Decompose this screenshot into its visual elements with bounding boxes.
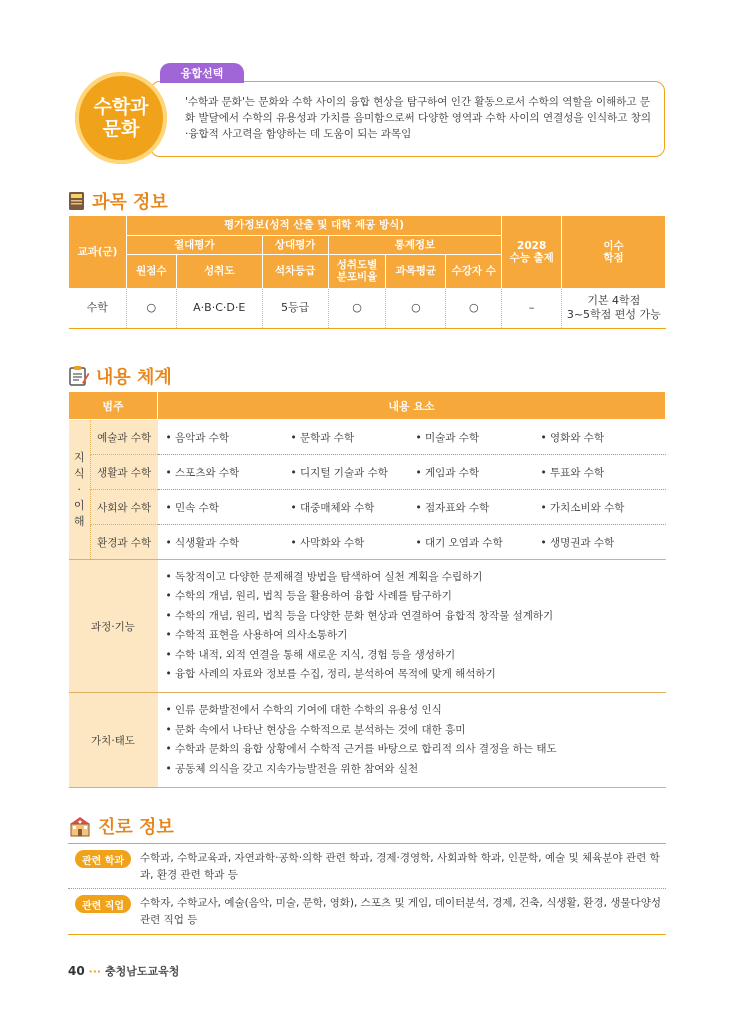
footer-separator: ··· <box>88 965 102 978</box>
header-rank: 석차등급 <box>262 254 328 288</box>
category-tag: 융합선택 <box>160 63 244 83</box>
related-jobs <box>75 895 666 929</box>
cell-students: ○ <box>446 288 502 328</box>
header-subject: 교과(군) <box>69 216 127 288</box>
knowledge-row <box>69 525 666 560</box>
divider <box>68 843 666 844</box>
values-items: • 인류 문화발전에서 수학의 기여에 대한 수학의 유용성 인식 • 문화 속에서 나타난 현상을 수학적으로 분석하는 것에 대한 흥미 • 수학과 문화의 융합 상황에서 수학적 근거를 바탕으로 합리적 의사 결정을 하는 태도 • 공동체 의식을 갖고 지속가능발전을 위한 참여와 실천 <box>158 693 666 788</box>
jobs-text: 수학자, 수학교사, 예술(음악, 미술, 문학, 영화), 스포츠 및 게임, 데이터분석, 경제, 건축, 식생활, 환경, 생물다양성 관련 직업 등 <box>140 897 661 926</box>
subcategory-label: 생활과 수학 <box>90 455 157 490</box>
cell-avg: ○ <box>386 288 446 328</box>
cell-credits: 기본 4학점 3~5학점 편성 가능 <box>562 288 666 328</box>
header-eval: 평가정보(성적 산출 및 대학 제공 방식) <box>126 216 501 235</box>
subject-title-line1: 수학과 <box>93 96 149 118</box>
cell-dist: ○ <box>328 288 386 328</box>
cell-csat: – <box>502 288 562 328</box>
subject-info-table <box>68 216 666 329</box>
process-row <box>69 560 666 693</box>
section-career <box>68 813 174 839</box>
page-number: 40 <box>68 964 85 978</box>
cell-rank: 5등급 <box>262 288 328 328</box>
majors-label: 관련 학과 <box>75 850 131 868</box>
divider <box>68 934 666 935</box>
list-item: • 스포츠와 수학 • 디지털 기술과 수학 • 게임과 수학 • 투표와 수학 <box>158 455 666 490</box>
header-students: 수강자 수 <box>446 254 502 288</box>
list-item: • 음악과 수학 • 문학과 수학 • 미술과 수학 • 영화와 수학 <box>158 420 666 455</box>
subject-title-line2: 문화 <box>102 118 140 140</box>
page-footer <box>68 963 179 979</box>
section-subject-info <box>68 188 168 214</box>
school-icon <box>68 815 92 837</box>
header-elements: 내용 요소 <box>158 392 666 420</box>
divider <box>68 888 666 889</box>
header-relative: 상대평가 <box>262 235 328 254</box>
header-dist: 성취도별 분포비율 <box>328 254 386 288</box>
cell-subject: 수학 <box>69 288 127 328</box>
book-icon <box>68 191 86 211</box>
header-stats: 통계정보 <box>328 235 502 254</box>
subcategory-label: 환경과 수학 <box>90 525 157 560</box>
knowledge-row <box>69 455 666 490</box>
header-csat: 2028 수능 출제 <box>502 216 562 288</box>
footer-org: 충청남도교육청 <box>104 965 180 978</box>
subcategory-label: 예술과 수학 <box>90 420 157 455</box>
header-absolute: 절대평가 <box>126 235 262 254</box>
knowledge-row <box>69 490 666 525</box>
cell-raw: ○ <box>126 288 176 328</box>
header-category: 범주 <box>69 392 158 420</box>
process-items: • 독창적이고 다양한 문제해결 방법을 탐색하여 실천 계획을 수립하기 • 수학의 개념, 원리, 법칙 등을 활용하여 융합 사례를 탐구하기 • 수학의 개념, 원리, 법칙 등을 다양한 문화 현상과 연결하여 융합적 창작물 설계하기 • 수학적 표현을 사용하여 의사소통하기 • 수학 내적, 외적 연결을 통해 새로운 지식, 경험 등을 생성하기 • 융합 사례의 자료와 정보를 수집, 정리, 분석하여 목적에 맞게 해석하기 <box>158 560 666 693</box>
header-achievement: 성취도 <box>176 254 262 288</box>
section-title: 내용 체계 <box>96 367 172 388</box>
process-category: 과정·기능 <box>69 560 158 693</box>
subject-description-box <box>150 81 665 157</box>
subject-badge <box>75 72 167 164</box>
subcategory-label: 사회와 수학 <box>90 490 157 525</box>
section-content-system <box>68 363 172 389</box>
content-system-table <box>68 391 666 788</box>
header-avg: 과목평균 <box>386 254 446 288</box>
knowledge-row <box>69 420 666 455</box>
values-category: 가치·태도 <box>69 693 158 788</box>
section-title: 과목 정보 <box>92 192 168 213</box>
clipboard-icon <box>68 365 90 387</box>
cell-achievement: A·B·C·D·E <box>176 288 262 328</box>
table-row <box>69 288 666 328</box>
related-majors <box>75 850 666 884</box>
list-item: • 식생활과 수학 • 사막화와 수학 • 대기 오염과 수학 • 생명권과 수학 <box>158 525 666 560</box>
section-title: 진로 정보 <box>98 817 174 838</box>
majors-text: 수학과, 수학교육과, 자연과학·공학·의학 관련 학과, 경제·경영학, 사회과학 학과, 인문학, 예술 및 체육분야 관련 학과, 환경 관련 학과 등 <box>140 852 660 881</box>
header-raw: 원점수 <box>126 254 176 288</box>
list-item: • 민속 수학 • 대중매체와 수학 • 점자표와 수학 • 가치소비와 수학 <box>158 490 666 525</box>
knowledge-category: 지 식 · 이 해 <box>69 420 91 560</box>
jobs-label: 관련 직업 <box>75 895 131 913</box>
header-credits: 이수 학점 <box>562 216 666 288</box>
values-row <box>69 693 666 788</box>
subject-description: '수학과 문화'는 문화와 수학 사이의 융합 현상을 탐구하여 인간 활동으로서 수학의 역할을 이해하고 문화 발달에서 수학의 유용성과 가치를 음미함으로써 다양한 영역과 수학 사이의 연결성을 인식하고 창의·융합적 사고력을 함양하는 데 도움이 되는 과목임 <box>185 96 652 140</box>
